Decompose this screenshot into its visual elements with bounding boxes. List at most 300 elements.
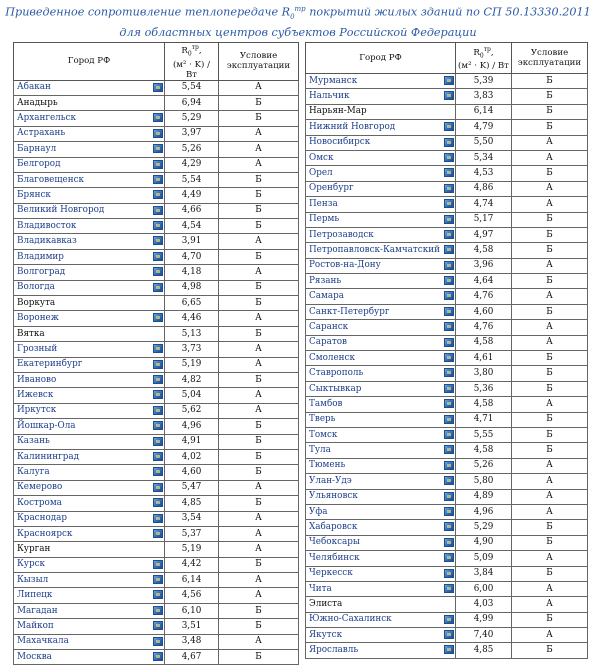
resistance-value: 4,60: [165, 465, 219, 480]
condition-value: Б: [512, 89, 588, 104]
table-row: [306, 443, 588, 458]
city-cell[interactable]: [306, 628, 456, 643]
city-cell[interactable]: [14, 449, 165, 464]
region-flag-icon: [153, 652, 163, 661]
city-name[interactable]: Грозный: [17, 343, 58, 354]
city-cell: [14, 296, 165, 311]
city-name[interactable]: Санкт-Петербург: [309, 306, 390, 317]
resistance-value: 4,18: [165, 265, 219, 280]
region-flag-icon: [153, 529, 163, 538]
city-name[interactable]: Чебоксары: [309, 537, 360, 548]
condition-value: Б: [512, 274, 588, 289]
city-name[interactable]: Владивосток: [17, 220, 77, 231]
city-cell: [14, 95, 165, 110]
city-cell[interactable]: [14, 496, 165, 511]
region-flag-icon: [444, 122, 454, 131]
resistance-value: 4,89: [456, 489, 512, 504]
region-flag-icon: [153, 575, 163, 584]
city-cell[interactable]: [14, 188, 165, 203]
city-name[interactable]: Омск: [309, 152, 334, 163]
city-cell[interactable]: [14, 480, 165, 495]
city-name[interactable]: Казань: [17, 436, 50, 447]
city-name[interactable]: Оренбург: [309, 183, 354, 194]
region-flag-icon: [153, 498, 163, 507]
condition-value: Б: [512, 120, 588, 135]
region-flag-icon: [153, 375, 163, 384]
condition-value: А: [219, 265, 299, 280]
resistance-value: 4,42: [165, 557, 219, 572]
city-cell[interactable]: [306, 381, 456, 396]
condition-value: А: [219, 311, 299, 326]
condition-value: А: [512, 458, 588, 473]
city-cell[interactable]: [14, 388, 165, 403]
city-name[interactable]: Кемерово: [17, 482, 63, 493]
city-cell[interactable]: [306, 397, 456, 412]
region-flag-icon: [153, 252, 163, 261]
city-name[interactable]: Великий Новгород: [17, 205, 105, 216]
resistance-value: 5,29: [456, 520, 512, 535]
city-cell[interactable]: [14, 557, 165, 572]
table-row: [306, 366, 588, 381]
resistance-value: 4,71: [456, 412, 512, 427]
city-cell[interactable]: [306, 351, 456, 366]
region-flag-icon: [444, 168, 454, 177]
table-row: [306, 74, 588, 89]
resistance-value: 5,17: [456, 212, 512, 227]
condition-value: Б: [512, 381, 588, 396]
table-row: [306, 166, 588, 181]
condition-value: Б: [219, 219, 299, 234]
city-cell[interactable]: [306, 135, 456, 150]
table-row: [306, 458, 588, 473]
city-name[interactable]: Кострома: [17, 497, 62, 508]
region-flag-icon: [153, 113, 163, 122]
city-cell[interactable]: [14, 419, 165, 434]
table-row: [306, 181, 588, 196]
table-row: [14, 373, 299, 388]
region-flag-icon: [444, 492, 454, 501]
condition-value: А: [219, 634, 299, 649]
city-name[interactable]: Йошкар-Ола: [17, 420, 76, 431]
header-resistance: $R_0^{тр}$, (м² · K) / Вт: [456, 43, 512, 74]
resistance-value: 3,91: [165, 234, 219, 249]
table-row: [306, 120, 588, 135]
table-row: [14, 511, 299, 526]
city-cell[interactable]: [306, 612, 456, 627]
resistance-value: 4,58: [456, 335, 512, 350]
city-cell[interactable]: [306, 520, 456, 535]
condition-value: Б: [512, 212, 588, 227]
region-flag-icon: [444, 522, 454, 531]
city-name[interactable]: Махачкала: [17, 636, 69, 647]
city-cell[interactable]: [306, 243, 456, 258]
city-cell[interactable]: [306, 504, 456, 519]
city-cell[interactable]: [14, 588, 165, 603]
table-row: [306, 104, 588, 119]
region-flag-icon: [153, 621, 163, 630]
resistance-value: 6,10: [165, 603, 219, 618]
region-flag-icon: [444, 615, 454, 624]
region-flag-icon: [444, 261, 454, 270]
city-name[interactable]: Иркутск: [17, 405, 57, 416]
city-name[interactable]: Саранск: [309, 321, 349, 332]
resistance-value: 5,36: [456, 381, 512, 396]
city-name[interactable]: Воронеж: [17, 313, 59, 324]
table-row: [14, 280, 299, 295]
resistance-value: 3,83: [456, 89, 512, 104]
city-name: Вятка: [17, 328, 45, 339]
city-name[interactable]: Челябинск: [309, 552, 360, 563]
city-name: Курган: [17, 543, 51, 554]
resistance-value: 6,14: [165, 573, 219, 588]
city-name[interactable]: Липецк: [17, 590, 53, 601]
condition-value: Б: [512, 566, 588, 581]
city-name[interactable]: Петропавловск-Камчатский: [309, 244, 440, 255]
city-name[interactable]: Нижний Новгород: [309, 121, 396, 132]
condition-value: А: [219, 403, 299, 418]
city-name[interactable]: Калининград: [17, 451, 79, 462]
city-cell[interactable]: [14, 357, 165, 372]
city-cell[interactable]: [306, 535, 456, 550]
city-name[interactable]: Астрахань: [17, 128, 66, 139]
city-cell: [306, 597, 456, 612]
city-cell[interactable]: [14, 203, 165, 218]
city-cell[interactable]: [306, 274, 456, 289]
city-cell[interactable]: [14, 434, 165, 449]
city-name[interactable]: Благовещенск: [17, 174, 85, 185]
condition-value: А: [219, 157, 299, 172]
city-name[interactable]: Сыктывкар: [309, 383, 362, 394]
table-row: [306, 258, 588, 273]
city-cell[interactable]: [306, 458, 456, 473]
condition-value: Б: [219, 326, 299, 341]
resistance-value: 3,96: [456, 258, 512, 273]
resistance-value: 4,64: [456, 274, 512, 289]
region-flag-icon: [153, 421, 163, 430]
city-cell[interactable]: [14, 265, 165, 280]
condition-value: А: [219, 234, 299, 249]
city-cell[interactable]: [14, 526, 165, 541]
city-name[interactable]: Тамбов: [309, 398, 343, 409]
city-cell[interactable]: [306, 212, 456, 227]
city-cell[interactable]: [14, 111, 165, 126]
city-cell[interactable]: [14, 280, 165, 295]
table-row: [14, 296, 299, 311]
condition-value: Б: [512, 304, 588, 319]
table-row: [306, 89, 588, 104]
city-name[interactable]: Чита: [309, 583, 332, 594]
resistance-value: 4,29: [165, 157, 219, 172]
condition-value: Б: [512, 535, 588, 550]
header-resistance: $R_0^{тр}$, (м² · K) / Вт: [165, 43, 219, 81]
city-name[interactable]: Краснодар: [17, 513, 68, 524]
region-flag-icon: [153, 560, 163, 569]
condition-value: Б: [512, 243, 588, 258]
table-row: [14, 403, 299, 418]
city-name[interactable]: Якутск: [309, 629, 343, 640]
left-table-body: [14, 80, 299, 665]
city-name[interactable]: Вологда: [17, 282, 55, 293]
city-name[interactable]: Иваново: [17, 374, 57, 385]
city-name[interactable]: Красноярск: [17, 528, 73, 539]
condition-value: А: [219, 80, 299, 95]
table-row: [14, 526, 299, 541]
city-name[interactable]: Тюмень: [309, 460, 346, 471]
city-name[interactable]: Екатеринбург: [17, 359, 83, 370]
resistance-value: 3,73: [165, 342, 219, 357]
city-cell[interactable]: [14, 80, 165, 95]
condition-value: А: [219, 142, 299, 157]
region-flag-icon: [444, 569, 454, 578]
table-row: [306, 643, 588, 658]
condition-value: А: [219, 126, 299, 141]
condition-value: А: [512, 504, 588, 519]
table-row: [306, 397, 588, 412]
region-flag-icon: [444, 584, 454, 593]
city-name[interactable]: Ростов-на-Дону: [309, 260, 381, 271]
resistance-value: 5,19: [165, 357, 219, 372]
city-name[interactable]: Волгоград: [17, 266, 66, 277]
city-cell[interactable]: [306, 320, 456, 335]
table-row: [14, 465, 299, 480]
resistance-value: 4,85: [165, 496, 219, 511]
city-name[interactable]: Майкоп: [17, 620, 54, 631]
city-cell[interactable]: [306, 474, 456, 489]
resistance-value: 4,82: [165, 373, 219, 388]
resistance-value: 4,60: [456, 304, 512, 319]
city-cell[interactable]: [14, 157, 165, 172]
table-row: [14, 111, 299, 126]
table-row: [306, 535, 588, 550]
city-cell[interactable]: [306, 304, 456, 319]
region-flag-icon: [444, 353, 454, 362]
right-table: [305, 42, 588, 659]
city-name[interactable]: Абакан: [17, 82, 51, 93]
condition-value: Б: [219, 172, 299, 187]
condition-value: А: [512, 597, 588, 612]
city-name[interactable]: Томск: [309, 429, 338, 440]
city-name[interactable]: Пермь: [309, 214, 340, 225]
resistance-value: 5,80: [456, 474, 512, 489]
city-name[interactable]: Тула: [309, 445, 331, 456]
city-name[interactable]: Хабаровск: [309, 522, 358, 533]
city-cell[interactable]: [14, 573, 165, 588]
city-cell[interactable]: [14, 219, 165, 234]
table-row: [306, 227, 588, 242]
city-cell[interactable]: [14, 126, 165, 141]
city-cell[interactable]: [306, 566, 456, 581]
resistance-value: 4,99: [456, 612, 512, 627]
region-flag-icon: [153, 236, 163, 245]
city-cell[interactable]: [14, 634, 165, 649]
city-cell[interactable]: [14, 603, 165, 618]
city-cell[interactable]: [14, 465, 165, 480]
city-cell[interactable]: [306, 227, 456, 242]
resistance-value: 4,56: [165, 588, 219, 603]
region-flag-icon: [153, 129, 163, 138]
city-cell[interactable]: [306, 366, 456, 381]
city-name[interactable]: Брянск: [17, 190, 51, 200]
city-cell[interactable]: [306, 412, 456, 427]
table-row: [306, 504, 588, 519]
city-cell[interactable]: [306, 166, 456, 181]
city-name[interactable]: Самара: [309, 291, 344, 302]
city-cell[interactable]: [306, 120, 456, 135]
city-cell[interactable]: [306, 289, 456, 304]
resistance-value: 7,40: [456, 628, 512, 643]
table-row: [14, 203, 299, 218]
city-name[interactable]: Орел: [309, 168, 333, 179]
city-name[interactable]: Черкесск: [309, 568, 353, 579]
table-row: [306, 274, 588, 289]
city-name[interactable]: Ставрополь: [309, 368, 364, 379]
city-cell[interactable]: [306, 335, 456, 350]
resistance-value: 4,76: [456, 289, 512, 304]
city-name[interactable]: Мурманск: [309, 75, 358, 86]
region-flag-icon: [153, 83, 163, 92]
region-flag-icon: [153, 590, 163, 599]
city-cell[interactable]: [306, 427, 456, 442]
table-row: [306, 412, 588, 427]
table-row: [14, 542, 299, 557]
city-cell[interactable]: [14, 403, 165, 418]
region-flag-icon: [153, 514, 163, 523]
city-name[interactable]: Петрозаводск: [309, 229, 374, 240]
city-cell[interactable]: [14, 342, 165, 357]
city-cell[interactable]: [306, 489, 456, 504]
city-name[interactable]: Москва: [17, 651, 52, 662]
region-flag-icon: [153, 467, 163, 476]
city-name[interactable]: Магадан: [17, 605, 58, 616]
table-row: [306, 150, 588, 165]
city-cell[interactable]: [306, 551, 456, 566]
city-cell[interactable]: [14, 619, 165, 634]
region-flag-icon: [153, 160, 163, 169]
city-cell: [14, 542, 165, 557]
city-cell[interactable]: [14, 650, 165, 665]
city-name[interactable]: Ярославль: [309, 645, 359, 656]
table-row: [306, 489, 588, 504]
city-cell[interactable]: [306, 89, 456, 104]
city-cell[interactable]: [306, 443, 456, 458]
city-name[interactable]: Нальчик: [309, 91, 350, 102]
resistance-value: 5,62: [165, 403, 219, 418]
table-row: [14, 326, 299, 341]
condition-value: Б: [512, 104, 588, 119]
city-cell[interactable]: [14, 234, 165, 249]
city-cell[interactable]: [306, 74, 456, 89]
city-cell[interactable]: [306, 258, 456, 273]
condition-value: Б: [219, 95, 299, 110]
condition-value: Б: [512, 643, 588, 658]
city-name[interactable]: Рязань: [309, 275, 342, 286]
city-name[interactable]: Смоленск: [309, 352, 355, 363]
resistance-value: 3,48: [165, 634, 219, 649]
header-condition: Условие эксплуатации: [219, 43, 299, 81]
city-name[interactable]: Пенза: [309, 198, 338, 209]
table-row: [306, 351, 588, 366]
resistance-value: 6,00: [456, 581, 512, 596]
city-name[interactable]: Ижевск: [17, 390, 54, 401]
condition-value: Б: [512, 427, 588, 442]
city-name[interactable]: Белгород: [17, 159, 61, 170]
region-flag-icon: [444, 245, 454, 254]
region-flag-icon: [153, 221, 163, 230]
city-name[interactable]: Курск: [17, 559, 46, 570]
city-name[interactable]: Владимир: [17, 251, 64, 262]
table-row: [14, 311, 299, 326]
table-row: [14, 419, 299, 434]
city-name[interactable]: Саратов: [309, 337, 347, 348]
city-name[interactable]: Ульяновск: [309, 491, 358, 502]
city-cell[interactable]: [14, 311, 165, 326]
region-flag-icon: [444, 338, 454, 347]
city-name[interactable]: Калуга: [17, 467, 50, 478]
city-cell[interactable]: [306, 643, 456, 658]
condition-value: Б: [512, 520, 588, 535]
condition-value: Б: [219, 603, 299, 618]
city-name[interactable]: Владикавказ: [17, 236, 77, 247]
city-cell[interactable]: [14, 142, 165, 157]
table-row: [14, 249, 299, 264]
city-name[interactable]: Уфа: [309, 506, 328, 517]
condition-value: Б: [219, 419, 299, 434]
table-row: [14, 95, 299, 110]
table-row: [14, 603, 299, 618]
region-flag-icon: [153, 360, 163, 369]
city-cell[interactable]: [306, 197, 456, 212]
table-row: [14, 634, 299, 649]
city-name: Анадырь: [17, 97, 58, 108]
city-cell[interactable]: [14, 249, 165, 264]
table-row: [14, 496, 299, 511]
city-cell[interactable]: [14, 511, 165, 526]
table-row: [14, 142, 299, 157]
region-flag-icon: [444, 461, 454, 470]
city-cell[interactable]: [14, 172, 165, 187]
city-name[interactable]: Южно-Сахалинск: [309, 614, 392, 625]
resistance-value: 4,90: [456, 535, 512, 550]
city-name[interactable]: Архангельск: [17, 113, 76, 124]
city-name[interactable]: Улан-Удэ: [309, 475, 352, 486]
region-flag-icon: [444, 445, 454, 454]
city-cell[interactable]: [14, 373, 165, 388]
resistance-value: 5,29: [165, 111, 219, 126]
condition-value: Б: [512, 412, 588, 427]
city-name[interactable]: Новосибирск: [309, 137, 371, 148]
city-cell[interactable]: [306, 150, 456, 165]
city-cell[interactable]: [306, 581, 456, 596]
region-flag-icon: [444, 138, 454, 147]
resistance-value: 4,58: [456, 243, 512, 258]
city-name[interactable]: Кызыл: [17, 574, 49, 585]
region-flag-icon: [444, 630, 454, 639]
city-name[interactable]: Барнаул: [17, 143, 57, 154]
region-flag-icon: [444, 507, 454, 516]
table-row: [14, 388, 299, 403]
resistance-value: 5,37: [165, 526, 219, 541]
condition-value: А: [512, 181, 588, 196]
condition-value: А: [219, 573, 299, 588]
resistance-value: 6,65: [165, 296, 219, 311]
region-flag-icon: [444, 430, 454, 439]
city-cell[interactable]: [306, 181, 456, 196]
region-flag-icon: [444, 199, 454, 208]
table-row: [14, 265, 299, 280]
city-name[interactable]: Тверь: [309, 414, 336, 425]
condition-value: А: [219, 588, 299, 603]
resistance-value: 5,04: [165, 388, 219, 403]
